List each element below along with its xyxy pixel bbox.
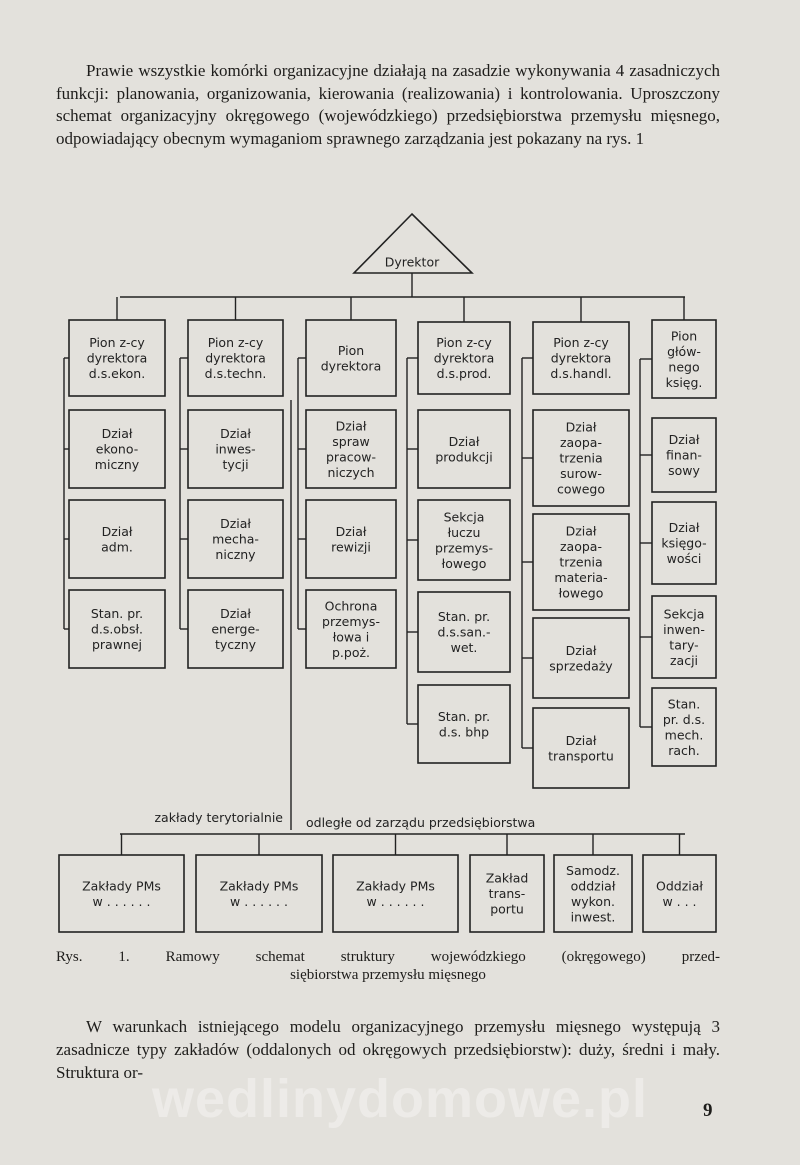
column-5-item-1-label: Dział zaopa-trzenia surow-cowego [556, 419, 606, 497]
column-4-header-label: Pion z-cy dyrektora d.s.prod. [433, 335, 495, 381]
column-2-item-1-label: Dział inwes-tycji [215, 426, 256, 472]
column-2-item-3-label: Dział energe-tyczny [211, 606, 260, 652]
figure-caption [56, 948, 720, 984]
bottom-unit-6-label: Oddział w . . . [656, 878, 703, 909]
column-1-item-1-label: Dział ekono-miczny [94, 426, 140, 472]
column-5-item-4-label: Dział transportu [548, 732, 614, 764]
bottom-unit-3-label: Zakłady PMs w . . . . . . [356, 878, 435, 909]
territorial-label-right: odległe od zarządu przedsiębiorstwa [306, 815, 536, 830]
column-1-item-2-label: Dział adm. [101, 523, 133, 555]
column-4-item-3-label: Stan. pr. d.s.san.-wet. [437, 609, 491, 655]
column-2-item-2-label: Dział mecha-niczny [212, 516, 259, 562]
column-4-item-2-label: Sekcja łuczu przemys-łowego [435, 509, 493, 571]
column-3-item-1-label: Dział spraw pracow-niczych [326, 418, 376, 480]
column-6-item-2-label: Dział księgo-wości [661, 520, 707, 566]
watermark: wedlinydomowe.pl [151, 1069, 649, 1129]
page-number: 9 [703, 1100, 713, 1121]
column-4-item-4-label: Stan. pr. d.s. bhp [437, 708, 491, 740]
column-1-item-3-label: Stan. pr. d.s.obsł. prawnej [90, 606, 144, 652]
column-4-item-1-label: Dział produkcji [435, 433, 493, 465]
bottom-unit-5-label: Samodz. oddział wykon. inwest. [566, 862, 620, 925]
column-3-item-2-label: Dział rewizji [331, 523, 371, 555]
column-2-header-label: Pion z-cy dyrektora d.s.techn. [204, 335, 267, 381]
caption-line-2: siębiorstwa przemysłu mięsnego [290, 967, 486, 983]
bottom-unit-2-label: Zakłady PMs w . . . . . . [219, 878, 299, 909]
column-6-header-label: Pion głów-nego księg. [665, 328, 703, 390]
column-5-header-label: Pion z-cy dyrektora d.s.handl. [550, 335, 612, 381]
column-6-item-1-label: Dział finan-sowy [666, 432, 702, 478]
column-5-item-3-label: Dział sprzedaży [549, 642, 613, 674]
territorial-label-left: zakłady terytorialnie [154, 810, 283, 825]
column-6-item-3-label: Sekcja inwen-tary-zacji [663, 606, 705, 668]
column-6-item-4-label: Stan. pr. d.s. mech. rach. [662, 696, 706, 758]
caption-line-1: Rys. 1. Ramowy schemat struktury wojewódzkiego (okręgowego) przed- [56, 949, 720, 965]
column-1-header-label: Pion z-cy dyrektora d.s.ekon. [86, 335, 148, 381]
bottom-unit-4-label: Zakład trans-portu [485, 870, 529, 917]
column-3-item-3-label: Ochrona przemys-łowa i p.poż. [322, 598, 380, 660]
director-label: Dyrektor [384, 254, 440, 270]
column-5-item-2-label: Dział zaopa-trzenia materia-łowego [554, 523, 608, 601]
bottom-unit-1-label: Zakłady PMs w . . . . . . [82, 878, 161, 909]
body-paragraph: W warunkach istniejącego modelu organizacyjnego przemysłu mięsnego występują 3 zasadnicze typy zakładów (oddalonych od okręgowych przedsiębiorstw): duży, średni i mały. Struktura or- [56, 1017, 720, 1082]
intro-paragraph: Prawie wszystkie komórki organizacyjne działają na zasadzie wykonywania 4 zasadniczych funkcji: planowania, organizowania, kierowania (realizowania) i kontrolowania. Uproszczony schemat organizacyjny okręgowego (wojewódzkiego) przedsiębiorstwa przemysłu mięsnego, odpowiadający obecnym wymaganiom sprawnego zarządzania jest pokazany na rys. 1 [56, 61, 720, 148]
column-3-header-label: Pion dyrektora [320, 342, 382, 374]
